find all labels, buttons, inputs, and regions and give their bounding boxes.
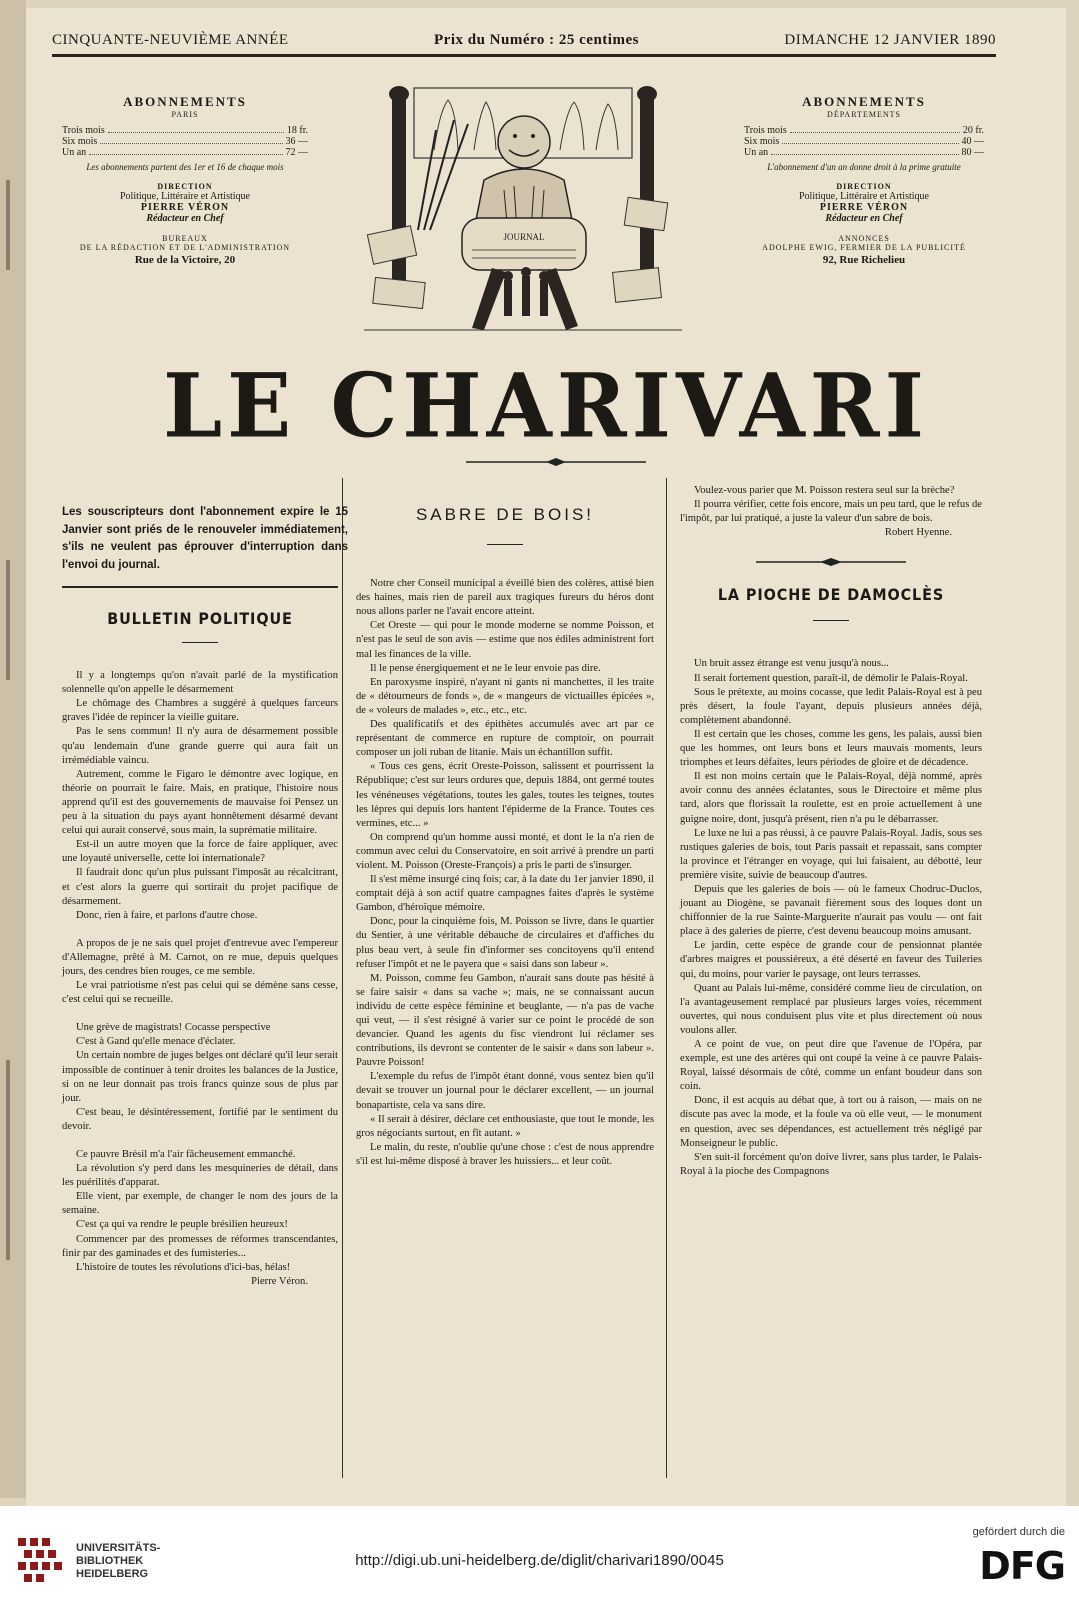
paragraph: Des qualificatifs et des épithètes accumulés avec art par ce représentant de commerce en rupture de comptoir, on pourrait composer un joli ruban de litanie. Mais un échantillon suffit. — [356, 719, 654, 759]
editor-title: Rédacteur en Chef — [825, 213, 903, 224]
funding-label: gefördert durch die — [972, 1526, 1065, 1538]
paragraph: Il y a longtemps qu'on n'avait parlé de la mystification solennelle qu'on appelle le désarmement — [62, 670, 338, 696]
price-value: 80 — — [961, 147, 984, 158]
paragraph: Quant au Palais lui-même, considéré comme lieu de circulation, on l'a avantageusement remplacé par plusieurs larges voies, récemment ouvertes, qui nous conduisent plus vite et plus directement où nous voulons aller. — [680, 982, 982, 1036]
paragraph: Un certain nombre de juges belges ont déclaré qu'il leur serait impossible de continuer à tenir droites les balances de la Justice, si on ne leur donnait pas trois francs quinze sous de plus par jour. — [62, 1050, 338, 1104]
column-divider — [666, 478, 667, 1478]
paragraph: Le luxe ne lui a pas réussi, à ce pauvre Palais-Royal. Jadis, sous ses rustiques galeries de bois, tout Paris passait et repassait, sans compter la province et l'étranger en voyage, qui lui faisaient, au débotté, leur première visite, suivie de beaucoup d'autres. — [680, 827, 982, 881]
paragraph: « Tous ces gens, écrit Oreste-Poisson, salissent et pourrissent la République; c'est sur leurs ordures que, depuis 1884, ont germé toutes les vénéneuses végétations, toutes les gales, toutes les teignes, toutes les lèpres qui depuis lors hantent l'épiderme de la France. Toutes ces vermines, etc... » — [356, 761, 654, 829]
newspaper-page — [26, 8, 1066, 1506]
section-ornament-rule — [680, 550, 982, 574]
paragraph: Un bruit assez étrange est venu jusqu'à nous... — [694, 658, 889, 670]
issue-date: DIMANCHE 12 JANVIER 1890 — [784, 31, 996, 48]
direction-line: Politique, Littéraire et Artistique — [120, 191, 250, 202]
paragraph: Pas le sens commun! Il n'y aura de désarmement possible qu'au lendemain d'une grande guerre qui aura fait un irrémédiable vaincu. — [62, 726, 338, 766]
annonces-line: ADOLPHE EWIG, FERMIER DE LA PUBLICITÉ — [762, 243, 966, 252]
subscriptions-note: Les abonnements partent des 1er et 16 de chaque mois — [86, 162, 284, 172]
price-row — [744, 147, 984, 158]
paragraph: Notre cher Conseil municipal a éveillé bien des colères, attisé bien des haines, mais rien de pareil aux tragiques fureurs du héros dont nous allons parler ne l'avait encore atteint. — [356, 578, 654, 618]
paragraph: Commencer par des promesses de réformes transcendantes, finir par des gaminades et des fumisteries... — [62, 1233, 338, 1259]
paragraph: Le malin, du reste, n'oublie qu'une chose : c'est de nous apprendre s'il est lui-même disposé à braver les huissiers... et leur coût. — [356, 1141, 654, 1167]
price-term: Un an — [744, 147, 769, 158]
dfg-logo: DFG — [979, 1544, 1065, 1588]
subscriptions-region: PARIS — [171, 110, 199, 119]
column-bulletin — [62, 609, 338, 1289]
price-row — [744, 136, 984, 147]
heading-rule — [813, 620, 849, 621]
column-divider — [342, 478, 343, 1478]
masthead-ornament — [466, 458, 646, 466]
subscription-notice: Les souscripteurs dont l'abonnement expire le 15 Janvier sont priés de le renouveler immédiatement, s'ils ne veulent pas éprouver d'interruption dans l'envoi du journal. — [62, 506, 348, 571]
direction-label: DIRECTION — [836, 182, 892, 191]
price-term: Trois mois — [62, 125, 105, 136]
column-sabre — [356, 505, 654, 1169]
paragraph: A ce point de vue, on peut dire que l'avenue de l'Opéra, par exemple, est une des artères qui ont coupé la veine à ce pauvre Palais-Royal, laissé désormais de côté, comme un enfant boudeur dans son coin. — [680, 1039, 982, 1093]
paragraph: On comprend qu'un homme aussi monté, et dont le la n'a rien de commun avec celui du Conservatoire, en soit arrivé à prendre un parti violent. M. Poisson (Oreste-François) a pris le parti de s'insurger. — [356, 831, 654, 871]
bulletin-heading: BULLETIN POLITIQUE — [107, 609, 293, 628]
masthead-vignette-illustration — [364, 80, 682, 348]
subscriptions-region: DÉPARTEMENTS — [827, 110, 901, 119]
column-pioche — [680, 484, 982, 1179]
binding-strip — [0, 0, 26, 1498]
paragraph: En paroxysme inspiré, n'ayant ni gants ni manchettes, il les traite de « détourneurs de fonds », de « mangeurs de victuailles épicées », de « voleurs de malades », etc., etc., etc. — [356, 676, 654, 716]
price-table — [726, 125, 1002, 158]
editor-name: PIERRE VÉRON — [819, 202, 909, 213]
editor-name: PIERRE VÉRON — [140, 202, 230, 213]
paragraph: Donc, pour la cinquième fois, M. Poisson se livre, dans le quartier du Sentier, à une véritable débauche de circulaires et d'affiches du plus beau vert, à seule fin d'informer ses concitoyens qu'il entend refuser l'impôt et ne le payera que « saisi dans son labeur ». — [356, 916, 654, 970]
digitization-footer — [0, 1506, 1079, 1611]
direction-label: DIRECTION — [157, 182, 213, 191]
paragraph: Il le pense énergiquement et ne le leur envoie pas dire. — [370, 662, 601, 674]
paragraph: Donc, il est acquis au débat que, à tort ou à raison, — mais on ne discute pas avec la mode, et la foule va où elle veut, — le monument en question, avec ses dépendances, est actuellement très négligé par Monseigneur le public. — [680, 1095, 982, 1149]
price-term: Trois mois — [744, 125, 787, 136]
paragraph: C'est ça qui va rendre le peuple brésilien heureux! — [76, 1219, 288, 1231]
sabre-heading: SABRE DE BOIS! — [415, 505, 595, 524]
paragraph: Il s'est même insurgé cinq fois; car, à la date du 1er janvier 1890, il comptait déjà à son actif quatre campagnes faites d'après le système Gambon, d'héroïque mémoire. — [356, 874, 654, 914]
paragraph: L'histoire de toutes les révolutions d'ici-bas, hélas! — [76, 1261, 291, 1273]
binding-mark — [6, 560, 10, 680]
col3-signature: Robert Hyenne. — [884, 527, 952, 539]
paragraph: Voulez-vous parier que M. Poisson restera seul sur la brèche? — [694, 485, 955, 496]
paragraph: Une grève de magistrats! Cocasse perspective — [76, 1022, 271, 1034]
paragraph: S'en suit-il forcément qu'on doive livrer, sans plus tarder, le Palais-Royal à la pioche des Compagnons — [680, 1151, 982, 1177]
paragraph: Depuis que les galeries de bois — où le fameux Chodruc-Duclos, jouant au Diogène, se pavanait fièrement sous des loques dont un chiffonnier de la rue Sainte-Marguerite n'aurait pas voulu — ont fait place à des galeries de pierre, c'est devenu beaucoup moins amusant. — [680, 883, 982, 938]
heading-rule — [182, 642, 218, 643]
university-line: UNIVERSITÄTS- — [76, 1542, 161, 1554]
paragraph: « Il serait à désirer, déclare cet enthousiaste, que tout le monde, les gros négociants surtout, en fît autant. » — [356, 1113, 654, 1139]
paragraph: La révolution s'y perd dans les mesquineries de détail, dans les puérilités d'apparat. — [62, 1163, 338, 1189]
paragraph: Cet Oreste — qui pour le monde moderne se nomme Poisson, et n'est pas le seul de son avis — estime que nos édiles administrent fort mal les finances de la ville. — [356, 620, 654, 660]
paragraph: Donc, rien à faire, et parlons d'autre chose. — [76, 909, 258, 921]
paragraph: Le vrai patriotisme n'est pas celui qui se démène sans cesse, c'est celui qui se recueille. — [62, 980, 338, 1006]
heading-rule — [487, 544, 523, 545]
paragraph: Il est non moins certain que le Palais-Royal, déjà nommé, après avoir connu des années éclatantes, sous le Directoire et même plus tard, alors que florissait la roulette, est en proie actuellement à une guigne noire, dont, jusqu'à présent, rien n'a pu le débarrasser. — [680, 771, 982, 825]
pioche-heading: LA PIOCHE DE DAMOCLÈS — [717, 585, 945, 605]
vignette-journal-label: JOURNAL — [503, 232, 545, 242]
university-line: HEIDELBERG — [76, 1568, 149, 1580]
price-value: 18 fr. — [286, 125, 308, 136]
price-value: 36 — — [285, 136, 308, 147]
price-value: 40 — — [961, 136, 984, 147]
binding-mark — [6, 1060, 10, 1260]
paragraph: Ce pauvre Brésil m'a l'air fâcheusement emmanché. — [76, 1149, 296, 1160]
header-rule — [52, 54, 996, 57]
price-value: 20 fr. — [962, 125, 984, 136]
section-rule — [62, 586, 338, 588]
price-row — [62, 125, 308, 136]
price-row — [744, 125, 984, 136]
paragraph: Il faudrait donc qu'un plus puissant l'imposât au récalcitrant, et c'est alors la guerre qui sortirait du projet pacifique de désarmement. — [62, 867, 338, 907]
bureaux-label: BUREAUX — [162, 234, 208, 243]
paragraph: A propos de je ne sais quel projet d'entrevue avec l'empereur d'Allemagne, prêté à M. Carnot, on re mue, depuis quelques jours, des cendres bien rouges, ce me semble. — [62, 937, 338, 977]
price-value: 72 — — [285, 147, 308, 158]
annonces-address: 92, Rue Richelieu — [822, 254, 906, 266]
paragraph: Le chômage des Chambres a suggéré à quelques farceurs graves l'idée de repincer la vieille guitare. — [62, 698, 338, 724]
issue-header-bar — [52, 26, 996, 54]
issue-price: Prix du Numéro : 25 centimes — [434, 31, 639, 48]
paragraph: Sous le prétexte, au moins cocasse, que ledit Palais-Royal est à peu près désert, la foule l'ayant, depuis plusieurs années déjà, complètement abandonné. — [680, 686, 982, 726]
subscriptions-note: L'abonnement d'un an donne droit à la prime gratuite — [767, 162, 961, 172]
paragraph: Il pourra vérifier, cette fois encore, mais un peu tard, que le refus de l'impôt, par lui pratiqué, a juste la valeur d'un sabre de bois. — [680, 499, 982, 525]
university-line: BIBLIOTHEK — [76, 1555, 144, 1567]
bureaux-address: Rue de la Victoire, 20 — [134, 254, 236, 266]
price-row — [62, 147, 308, 158]
subscriptions-paris — [62, 94, 308, 266]
editor-title: Rédacteur en Chef — [146, 213, 224, 224]
issue-year: CINQUANTE-NEUVIÈME ANNÉE — [52, 31, 289, 48]
paragraph: Est-il un autre moyen que la force de faire appliquer, avec une loyauté universelle, cette loi internationale? — [62, 839, 338, 865]
annonces-label: ANNONCES — [838, 234, 890, 243]
subscriptions-departements — [726, 94, 1002, 266]
price-term: Six mois — [62, 136, 98, 147]
bureaux-line: DE LA RÉDACTION ET DE L'ADMINISTRATION — [79, 243, 291, 252]
paragraph: Le jardin, cette espèce de grande cour de pensionnat plantée d'arbres maigres et poussiéreux, a été déserté en faveur des Tuileries qui, du moins, pour varier le paysage, ont leurs terrasses. — [680, 940, 982, 980]
masthead-title: LE CHARIVARI — [163, 353, 929, 458]
price-term: Six mois — [744, 136, 780, 147]
paragraph: Autrement, comme le Figaro le démontre avec logique, en théorie on pourrait le faire. Mais, en pratique, l'histoire nous apprend qu'il est des gouvernements de mauvaise foi Pensez un peu à la situation du pays ayant honnêtement désarmé devant celui qui aurait conservé, sous main, la suprématie militaire. — [62, 768, 338, 837]
paragraph: C'est à Gand qu'elle menace d'éclater. — [76, 1036, 236, 1048]
paragraph: L'exemple du refus de l'impôt étant donné, vous sentez bien qu'il devait se trouver un journal pour le déclarer excellent, — un journal bonapartiste, cela va sans dire. — [356, 1071, 654, 1111]
subscriptions-title: ABONNEMENTS — [802, 94, 926, 109]
paragraph: C'est beau, le désintéressement, fortifié par le sentiment du devoir. — [62, 1106, 338, 1132]
paragraph: Elle vient, par exemple, de changer le nom des jours de la semaine. — [62, 1191, 338, 1217]
price-row — [62, 136, 308, 147]
paragraph: M. Poisson, comme feu Gambon, n'aurait sans doute pas hésité à se faire saisir « dans sa vache »; mais, ne se connaissant aucun individu de cette espèce féminine et beuglante, — n'a pas de vache qui veut, — il s'est résigné à varier sur ce point le procédé de son devancier. Quand les agents du fisc viendront lui réclamer ses contributions, ils devront se contenter de le saisir « dans son labeur ». Pauvre Poisson! — [356, 972, 654, 1069]
price-term: Un an — [62, 147, 87, 158]
subscriptions-title: ABONNEMENTS — [123, 94, 247, 109]
paragraph: Il serait fortement question, paraît-il, de démolir le Palais-Royal. — [694, 672, 968, 684]
binding-mark — [6, 180, 10, 270]
paragraph: Il est certain que les choses, comme les gens, les palais, aussi bien que les hommes, ont leurs bons et leurs mauvais moments, leurs triomphes et leurs défaites, leurs périodes de gloire et de décadence. — [680, 728, 982, 769]
permalink-url[interactable]: http://digi.ub.uni-heidelberg.de/diglit/charivari1890/0045 — [355, 1552, 724, 1569]
direction-line: Politique, Littéraire et Artistique — [799, 191, 929, 202]
bulletin-signature: Pierre Véron. — [251, 1275, 308, 1287]
